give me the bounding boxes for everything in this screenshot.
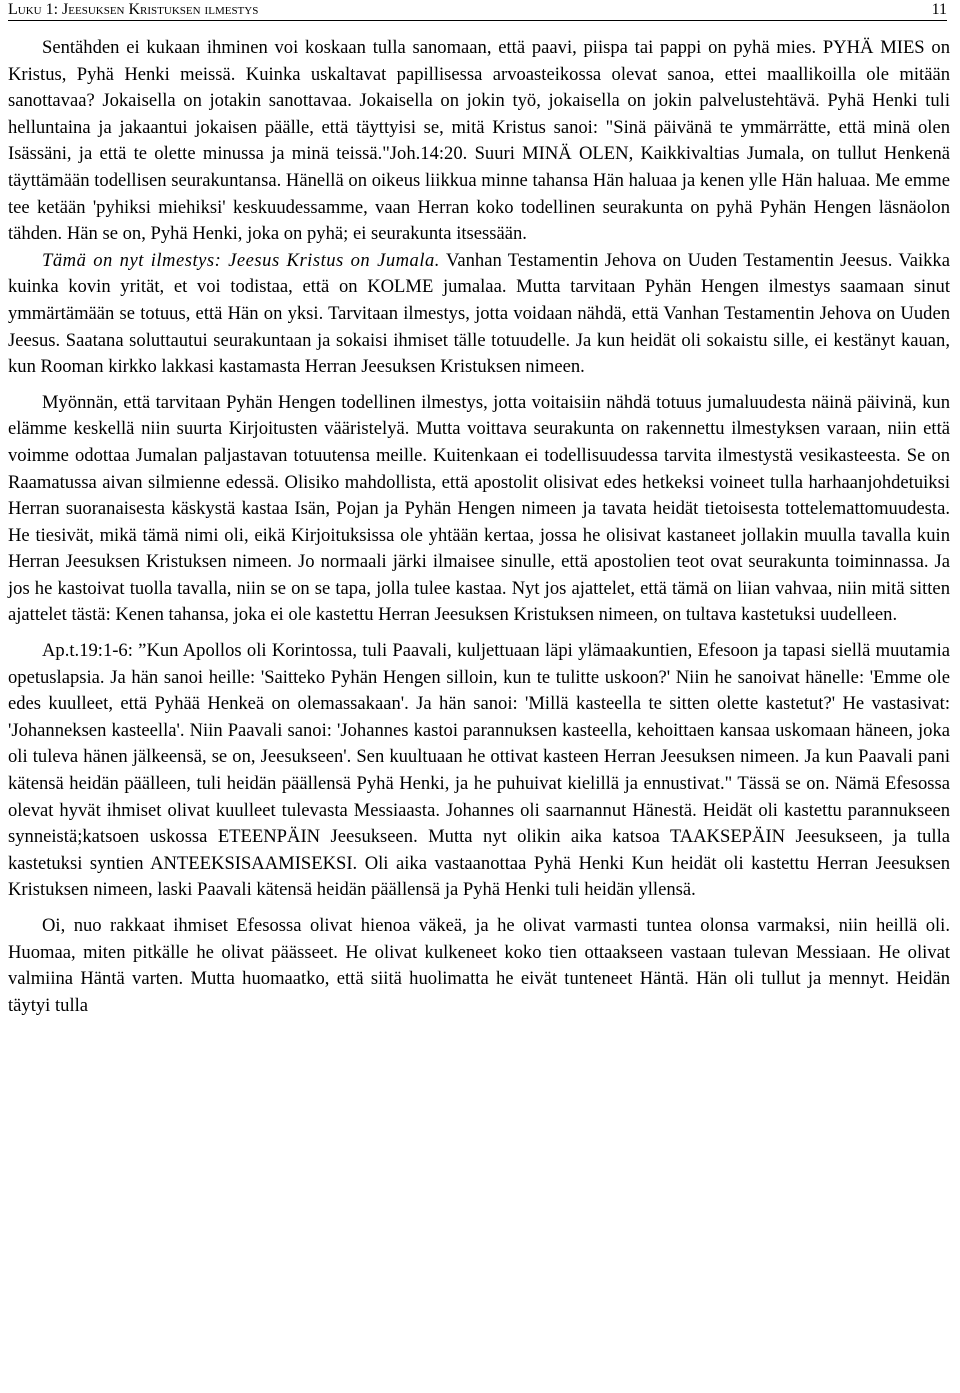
chapter-title: Luku 1: Jeesuksen Kristuksen ilmestys	[8, 1, 259, 18]
revelation-statement: Tämä on nyt ilmestys: Jeesus Kristus on Jumala.	[42, 249, 440, 271]
page-header	[8, 0, 947, 21]
paragraph-text: Oi, nuo rakkaat ihmiset Efesossa olivat hienoa väkeä, ja he olivat varmasti tuntea olonsa varmaksi, niin heillä oli. Huomaa, miten pitkälle he olivat päässeet. He olivat kulkeneet koko tien ottaakseen vastaan tulevan Messiaan. He olivat valmiina Häntä varten. Mutta huomaatko, että siitä huolimatta he eivät tunteneet Häntä. Hän oli tullut ja mennyt. Heidän täytyi tulla	[8, 915, 950, 1016]
paragraph-text: Myönnän, että tarvitaan Pyhän Hengen todellinen ilmestys, jotta voitaisiin nähdä totuus jumaluudesta näinä päivinä, kun elämme keskellä niin suurta Kirjoitusten vääristelyä. Mutta voittava seurakunta on rakennettu ilmestyksen varaan, niin että voimme odottaa Jumalan paljastavan totuutensa meille. Kuitenkaan ei todellisuudessa tarvita ilmestystä vesikasteesta. Se on Raamatussa aivan silmienne edessä. Olisiko mahdollista, että apostolit olisivat edes hetkeksi voineet tulla harhaanjohdetuiksi Herran suoranaisesta käskystä kastaa Isän, Pojan ja Pyhän Hengen nimeen ja tavata heidät tietoisesta tottelemattomuudesta. He tiesivät, mikä tämä nimi oli, eikä Kirjoituksissa ole yhtään kertaa, jossa he olisivat kastaneet jollakin muulla tavalla kuin Herran Jeesuksen Kristuksen nimeen. Jo normaali järki ilmaisee sinulle, että apostolien teot ovat seurakunta toiminnassa. Ja jos he kastoivat tuolla tavalla, niin se on se tapa, jolla tulee kastaa. Nyt jos ajattelet, että tämä on liian vahvaa, niin mitä sitten ajattelet tästä: Kenen tahansa, joka ei ole kastettu Herran Jeesuksen Kristuksen nimeen, on tultava kastetuksi uudelleen.	[8, 391, 950, 626]
page-number: 11	[931, 1, 947, 18]
paragraph-text: Vanhan Testamentin Jehova on Uuden Testamentin Jeesus. Vaikka kuinka kovin yrität, et voi todistaa, että on KOLME jumalaa. Mutta tarvitaan Pyhän Hengen ilmestys saamaan sinut ymmärtämään se totuus, että Hän on yksi. Tarvitaan ilmestys, jotta voidaan nähdä, että Vanhan Testamentin Jehova on Uuden Jeesus. Saatana soluttautui seurakuntaan ja sokaisi ihmiset tälle totuudelle. Ja kun heidät oli sokaistu sille, ei kestänyt kauan, kun Rooman kirkko lakkasi kastamasta Herran Jeesuksen Kristuksen nimeen.	[8, 249, 950, 378]
document-body	[8, 35, 950, 1019]
paragraph-4	[8, 638, 950, 904]
paragraph-text: Ap.t.19:1-6: ”Kun Apollos oli Korintossa, tuli Paavali, kuljettuaan läpi ylämaakuntien, Efesoon ja tapasi siellä muutamia opetuslapsia. Ja hän sanoi heille: 'Saitteko Pyhän Hengen silloin, kun te tulitte uskoon?' Niin he sanoivat hänelle: 'Emme ole edes kuulleet, että Pyhää Henkeä on olemassakaan'. Ja hän sanoi: 'Millä kasteella te sitten olette kastetut?' He vastasivat: 'Johanneksen kasteella'. Niin Paavali sanoi: 'Johannes kastoi parannuksen kasteella, kehoittaen kansaa uskomaan häneen, joka oli tuleva hänen jälkeensä, se on, Jeesukseen'. Sen kuultuaan he ottivat kasteen Herran Jeesuksen nimeen. Ja kun Paavali pani kätensä heidän päälleen, tuli heidän päällensä Pyhä Henki, ja he puhuivat kielillä ja ennustivat." Tässä se on. Nämä Efesossa olevat hyvät ihmiset olivat kuulleet tulevasta Messiaasta. Johannes oli saarnannut Hänestä. Heidät oli kastettu parannukseen synneistä;katsoen uskossa ETEENPÄIN Jeesukseen. Mutta nyt olikin aika katsoa TAAKSEPÄIN Jeesukseen, ja tulla kastetuksi syntien ANTEEKSISAAMISEKSI. Oli aika vastaanottaa Pyhä Henki Kun heidät oli kastettu Herran Jeesuksen Kristuksen nimeen, laski Paavali kätensä heidän päällensä ja Pyhä Henki tuli heidän yllensä.	[8, 640, 950, 901]
paragraph-5	[8, 913, 950, 1019]
paragraph-text: Sentähden ei kukaan ihminen voi koskaan tulla sanomaan, että paavi, piispa tai pappi on pyhä mies. PYHÄ MIES on Kristus, Pyhä Henki meissä. Kuinka uskaltavat papillisessa arvoasteikossa olevat sanoa, ettei maallikoilla ole mitään sanottavaa? Jokaisella on jotakin sanottavaa. Jokaisella on jokin työ, jokaisella on jokin palvelustehtävä. Pyhä Henki tuli helluntaina ja jakaantui jokaisen päälle, että täyttyisi se, mitä Kristus sanoi: "Sinä päivänä te ymmärrätte, että minä olen Isässäni, ja että te olette minussa ja minä teissä."Joh.14:20. Suuri MINÄ OLEN, Kaikkivaltias Jumala, on tullut Henkenä täyttämään todellisen seurakuntansa. Hänellä on oikeus liikkua minne tahansa Hän haluaa ja kenen ylle Hän haluaa. Me emme tee ketään 'pyhiksi miehiksi' keskuudessamme, vaan Herran koko todellinen seurakunta on pyhä Pyhän Hengen läsnäolon tähden. Hän se on, Pyhä Henki, joka on pyhä; ei seurakunta itsessään.	[8, 37, 950, 245]
paragraph-2	[8, 248, 950, 381]
paragraph-3	[8, 390, 950, 629]
paragraph-1	[8, 35, 950, 248]
